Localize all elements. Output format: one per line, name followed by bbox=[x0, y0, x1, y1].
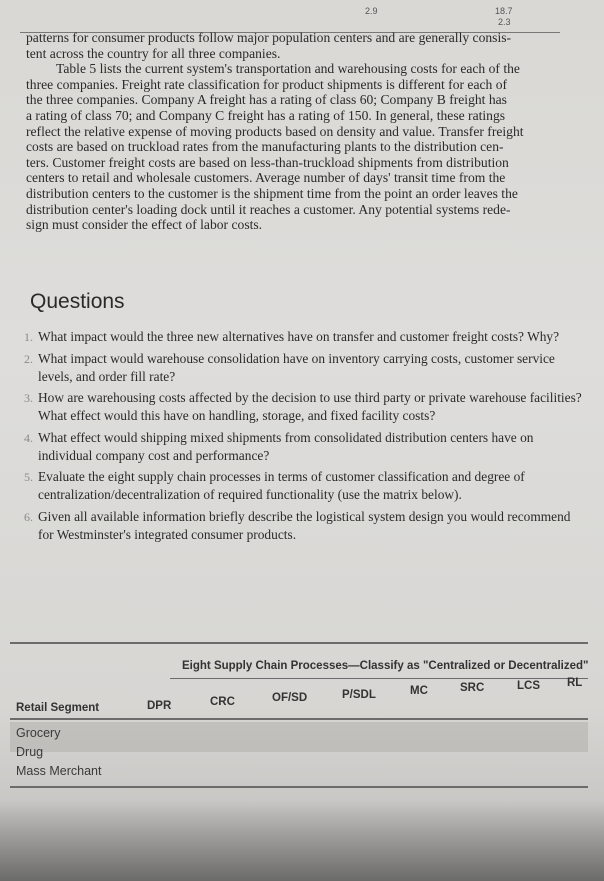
paragraph-line: distribution centers to the customer is the shipment time from the point an order leaves the bbox=[26, 185, 518, 201]
question-item bbox=[24, 350, 584, 386]
column-header-lcs: LCS bbox=[517, 680, 540, 692]
paragraph-line: tent across the country for all three companies. bbox=[26, 45, 281, 61]
column-header-p-sdl: P/SDL bbox=[342, 689, 376, 701]
question-text: Evaluate the eight supply chain processes in terms of customer classification and degree of centralization/decentralization of required functionality (use the matrix below). bbox=[38, 469, 525, 502]
paragraph-line: sign must consider the effect of labor costs. bbox=[26, 217, 263, 233]
question-item bbox=[24, 508, 584, 544]
page-shadow bbox=[0, 800, 604, 881]
column-header-of-sd: OF/SD bbox=[272, 692, 308, 704]
paragraph-line: a rating of class 70; and Company C freight has a rating of 150. In general, these ratings bbox=[26, 107, 506, 123]
column-header-dpr: DPR bbox=[147, 700, 172, 712]
paragraph-line: three companies. Freight rate classification for product shipments is different for each of bbox=[26, 76, 508, 92]
question-number: 1. bbox=[24, 330, 33, 344]
question-number: 6. bbox=[24, 509, 33, 524]
question-number: 5. bbox=[24, 470, 33, 484]
paragraph-line: Table 5 lists the current system's transportation and warehousing costs for each of the bbox=[56, 61, 520, 77]
question-number: 4. bbox=[24, 430, 33, 445]
paragraph-line: distribution center's loading dock until it reaches a customer. Any potential systems rede- bbox=[26, 201, 511, 217]
paragraph-line: patterns for consumer products follow major population centers and are generally consis- bbox=[26, 30, 512, 45]
column-header-crc: CRC bbox=[210, 696, 235, 708]
question-item bbox=[24, 328, 584, 346]
row-label-drug: Drug bbox=[16, 745, 44, 759]
questions-list bbox=[24, 328, 584, 547]
question-item bbox=[24, 389, 584, 425]
row-label-grocery: Grocery bbox=[16, 726, 61, 740]
column-header-rl: RL bbox=[567, 677, 583, 689]
paragraph-line: reflect the relative expense of moving products based on density and value. Transfer freight bbox=[26, 123, 524, 139]
table-header-rule bbox=[170, 678, 588, 679]
page-number-right-top: 18.7 bbox=[495, 6, 513, 16]
row-header-retail-segment: Retail Segment bbox=[16, 702, 100, 714]
page-number-left: 2.9 bbox=[365, 6, 378, 16]
paragraph-line: ters. Customer freight costs are based on less-than-truckload shipments from distribution bbox=[26, 154, 509, 170]
column-header-mc: MC bbox=[410, 685, 428, 697]
question-text: What impact would warehouse consolidation have on inventory carrying costs, customer service levels, and order fill rate? bbox=[38, 350, 555, 384]
question-item bbox=[24, 429, 584, 465]
question-text: Given all available information briefly describe the logistical system design you would recommend for Westminster's integrated consumer products. bbox=[38, 508, 571, 542]
column-header-src: SRC bbox=[460, 682, 485, 694]
question-item bbox=[24, 468, 584, 504]
question-number: 3. bbox=[24, 391, 33, 405]
question-number: 2. bbox=[24, 351, 33, 366]
table-column-rule bbox=[10, 718, 588, 720]
body-paragraph bbox=[26, 30, 574, 233]
row-label-mass-merchant: Mass Merchant bbox=[16, 764, 102, 778]
table-top-rule bbox=[10, 642, 588, 644]
questions-heading: Questions bbox=[30, 290, 125, 313]
paragraph-line: centers to retail and wholesale customers. Average number of days' transit time from the bbox=[26, 170, 506, 186]
table-group-header: Eight Supply Chain Processes—Classify as "Centralized or Decentralized" bbox=[182, 660, 589, 672]
question-text: What effect would shipping mixed shipments from consolidated distribution centers have on individual company cost and performance? bbox=[38, 429, 534, 463]
paragraph-line: the three companies. Company A freight has a rating of class 60; Company B freight has bbox=[26, 92, 507, 108]
page-number-right-bottom: 2.3 bbox=[498, 17, 511, 27]
classification-matrix bbox=[10, 640, 588, 790]
row-shade bbox=[10, 722, 588, 752]
question-text: What impact would the three new alternatives have on transfer and customer freight costs? Why? bbox=[38, 329, 560, 344]
question-text: How are warehousing costs affected by the decision to use third party or private warehouse facilities? What effect would this have on handling, storage, and fixed facility costs? bbox=[38, 390, 582, 423]
paragraph-line: costs are based on truckload rates from the manufacturing plants to the distribution cen- bbox=[26, 139, 504, 155]
table-bottom-rule bbox=[10, 786, 588, 788]
